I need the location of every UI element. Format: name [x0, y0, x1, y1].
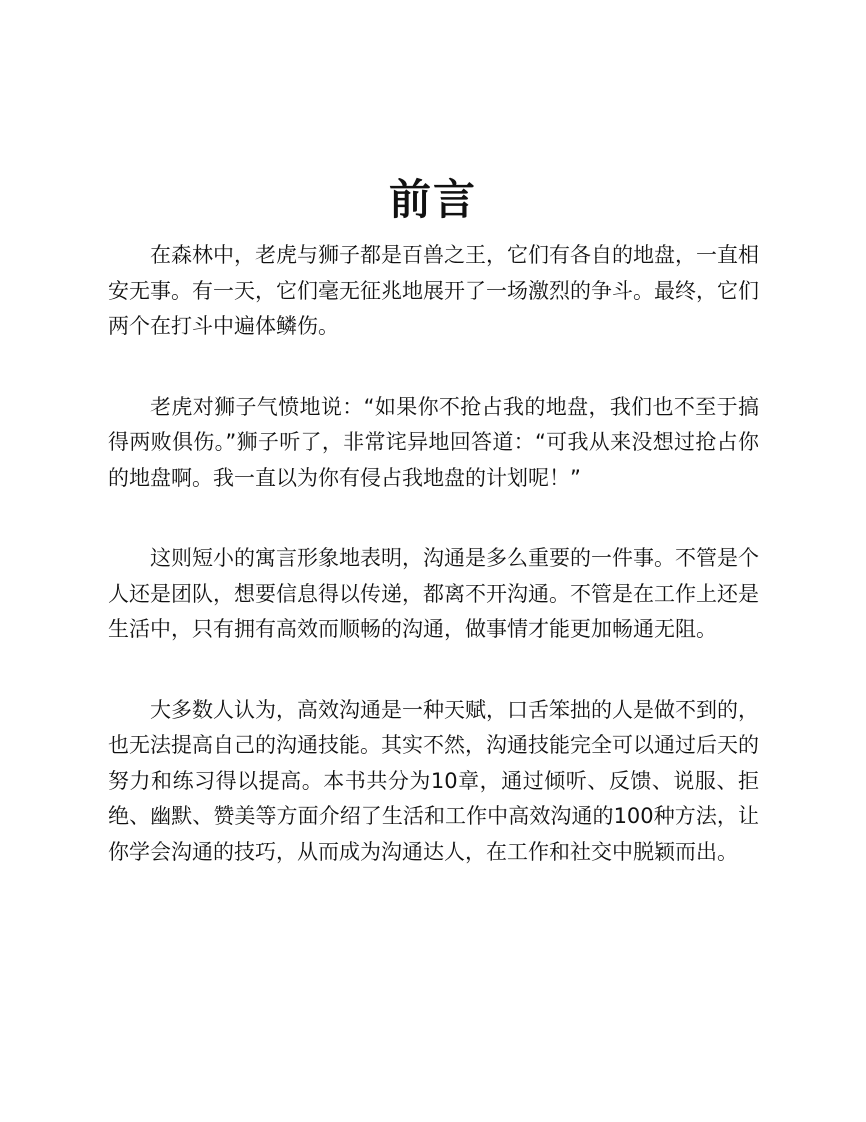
- paragraph-1: 在森林中，老虎与狮子都是百兽之王，它们有各自的地盘，一直相安无事。有一天，它们毫无征兆地展开了一场激烈的争斗。最终，它们两个在打斗中遍体鳞伤。: [108, 243, 759, 338]
- paragraph-2: 老虎对狮子气愤地说：“如果你不抢占我的地盘，我们也不至于搞得两败俱伤。”狮子听了，非常诧异地回答道：“可我从来没想过抢占你的地盘啊。我一直以为你有侵占我地盘的计划呢！”: [108, 394, 759, 490]
- paragraph-3: 这则短小的寓言形象地表明，沟通是多么重要的一件事。不管是个人还是团队，想要信息得以传递，都离不开沟通。不管是在工作上还是生活中，只有拥有高效而顺畅的沟通，做事情才能更加畅通无阻。: [108, 546, 759, 641]
- body-text: [108, 238, 759, 915]
- paragraph-4: 大多数人认为，高效沟通是一种天赋，口舌笨拙的人是做不到的，也无法提高自己的沟通技能。其实不然，沟通技能完全可以通过后天的努力和练习得以提高。本书共分为10章，通过倾听、反馈、说服、拒绝、幽默、赞美等方面介绍了生活和工作中高效沟通的100种方法，让你学会沟通的技巧，从而成为沟通达人，在工作和社交中脱颖而出。: [108, 697, 759, 864]
- page-title: 前言: [388, 175, 477, 225]
